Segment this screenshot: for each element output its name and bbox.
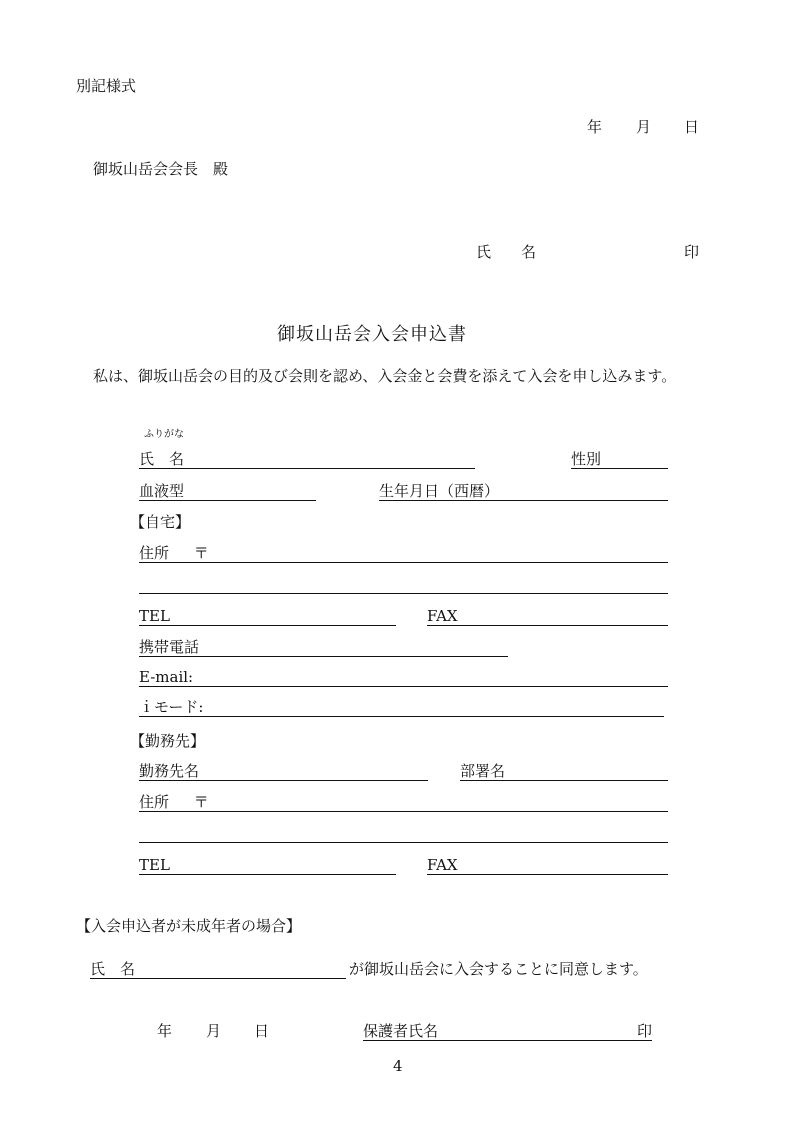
home-section-heading: 【自宅】 xyxy=(130,513,191,531)
company-field[interactable] xyxy=(139,762,428,781)
department-field[interactable] xyxy=(460,762,668,781)
minor-name-label: 氏 名 xyxy=(90,960,136,978)
guardian-name-field[interactable] xyxy=(363,1022,652,1041)
mobile-field[interactable] xyxy=(139,638,508,657)
minor-section-heading: 【入会申込者が未成年者の場合】 xyxy=(76,917,302,935)
name-label: 氏 名 xyxy=(139,450,185,468)
application-statement: 私は、御坂山岳会の目的及び会則を認め、入会金と会費を添えて入会を申し込みます。 xyxy=(93,367,677,385)
work-tel-label: TEL xyxy=(139,856,170,874)
date-month-label: 月 xyxy=(636,118,652,136)
work-postal-mark: 〒 xyxy=(193,793,209,811)
home-address-field[interactable] xyxy=(139,544,668,563)
name-field[interactable] xyxy=(139,450,475,469)
applicant-name-label: 氏 名 xyxy=(476,243,537,261)
mobile-label: 携帯電話 xyxy=(139,638,200,656)
home-address-label: 住所 xyxy=(139,544,170,562)
home-tel-label: TEL xyxy=(139,607,170,625)
birthdate-label: 生年月日（西暦） xyxy=(379,482,500,500)
addressee: 御坂山岳会会長 殿 xyxy=(93,160,229,178)
date-year-label: 年 xyxy=(587,118,603,136)
page-title: 御坂山岳会入会申込書 xyxy=(277,324,467,345)
page-number: 4 xyxy=(393,1057,403,1075)
work-tel-field[interactable] xyxy=(139,856,396,875)
seal-mark: 印 xyxy=(684,243,700,261)
minor-date-day-label: 日 xyxy=(254,1022,270,1040)
blood-type-label: 血液型 xyxy=(139,482,185,500)
furigana-label: ふりがな xyxy=(144,429,184,440)
home-postal-mark: 〒 xyxy=(193,544,209,562)
home-tel-field[interactable] xyxy=(139,607,396,626)
work-address-label: 住所 xyxy=(139,793,170,811)
company-label: 勤務先名 xyxy=(139,762,200,780)
blood-type-field[interactable] xyxy=(139,482,316,501)
department-label: 部署名 xyxy=(460,762,506,780)
sex-field[interactable] xyxy=(571,450,668,469)
imode-field[interactable] xyxy=(139,698,664,717)
consent-text: が御坂山岳会に入会することに同意します。 xyxy=(349,960,648,978)
minor-date-month-label: 月 xyxy=(206,1022,222,1040)
home-address-line-2[interactable] xyxy=(139,593,668,594)
date-day-label: 日 xyxy=(684,118,700,136)
sex-label: 性別 xyxy=(571,450,602,468)
minor-name-field[interactable] xyxy=(90,960,346,979)
work-section-heading: 【勤務先】 xyxy=(130,732,206,750)
guardian-seal-mark: 印 xyxy=(636,1022,652,1040)
home-fax-label: FAX xyxy=(427,607,458,625)
email-field[interactable] xyxy=(139,668,668,687)
birthdate-field[interactable] xyxy=(379,482,668,501)
work-address-line-2[interactable] xyxy=(139,842,668,843)
minor-date-year-label: 年 xyxy=(157,1022,173,1040)
work-fax-field[interactable] xyxy=(427,856,668,875)
form-type-label: 別記様式 xyxy=(76,77,137,95)
home-fax-field[interactable] xyxy=(427,607,668,626)
work-fax-label: FAX xyxy=(427,856,458,874)
imode-label: ｉモード: xyxy=(139,698,204,716)
email-label: E-mail: xyxy=(139,668,194,686)
work-address-field[interactable] xyxy=(139,793,668,812)
guardian-name-label: 保護者氏名 xyxy=(363,1022,439,1040)
